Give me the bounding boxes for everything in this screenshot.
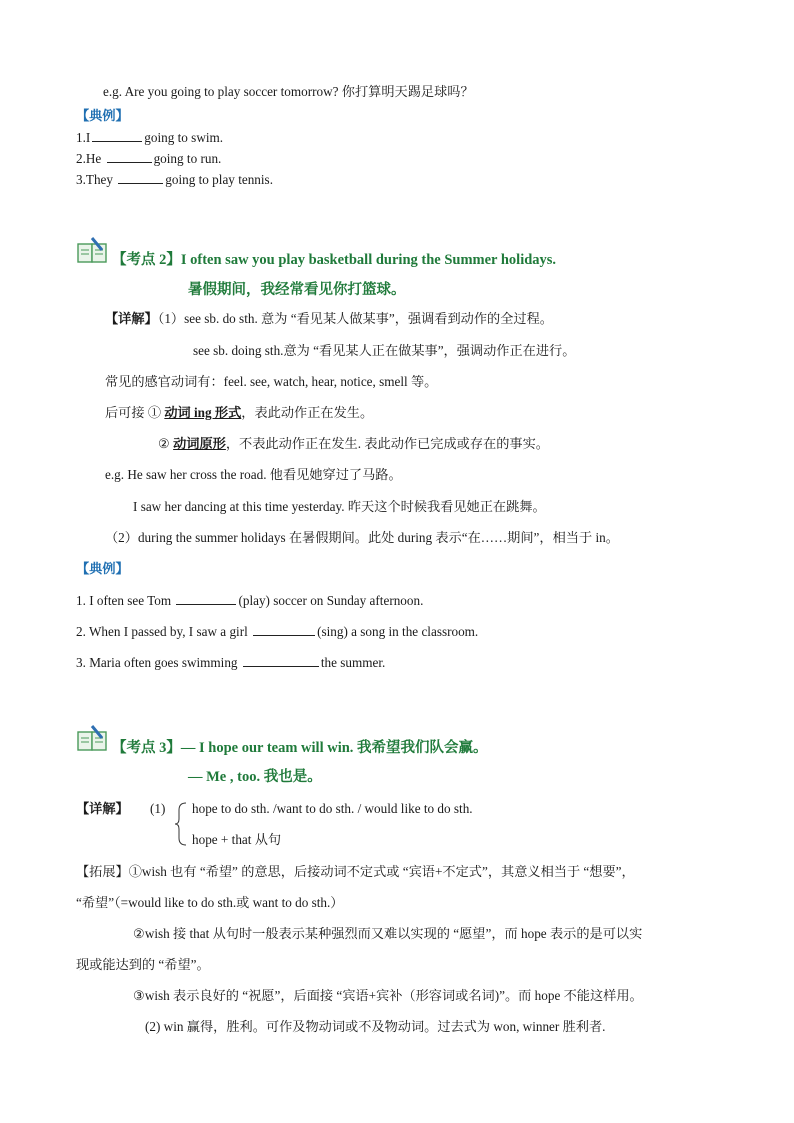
item-text: (sing) a song in the classroom.: [317, 624, 479, 639]
example-heading: 【典例】: [76, 561, 129, 576]
example-sentence: e.g. He saw her cross the road. 他看见她穿过了马路。: [105, 467, 402, 482]
item-text: going to play tennis.: [165, 172, 273, 187]
answer-blank[interactable]: [176, 592, 236, 605]
item-text: going to swim.: [144, 130, 224, 145]
book-pen-icon: [76, 236, 110, 266]
explanation-text: ，表此动作正在发生。: [241, 405, 374, 420]
exercise-item: [76, 171, 273, 189]
answer-blank[interactable]: [118, 171, 163, 184]
explanation-label: 【详解】: [76, 801, 129, 816]
exercise-item: [76, 654, 385, 672]
explanation-line: [105, 310, 553, 328]
explanation-line: [158, 435, 549, 453]
brace-option: hope to do sth. /want to do sth. / would like to do sth.: [192, 801, 473, 816]
explanation-number: (1): [150, 801, 166, 816]
item-text: 1. I often see Tom: [76, 593, 172, 608]
explanation-line: [105, 404, 373, 422]
explanation-label: 【详解】: [105, 311, 158, 326]
extension-line: (2) win 赢得，胜利。可作及物动词或不及物动词。过去式为 won, winner 胜利者.: [145, 1019, 606, 1034]
item-text: 2. When I passed by, I saw a girl: [76, 624, 248, 639]
answer-blank[interactable]: [243, 654, 319, 667]
answer-blank[interactable]: [107, 150, 152, 163]
explanation-text: ②: [158, 436, 174, 451]
item-text: (play) soccer on Sunday afternoon.: [238, 593, 424, 608]
explanation-text: ，不表此动作正在发生. 表此动作已完成或存在的事实。: [225, 436, 549, 451]
example-heading: 【典例】: [76, 108, 129, 123]
section-title: 【考点 2】I often saw you play basketball during the Summer holidays.: [112, 252, 557, 268]
item-text: going to run.: [153, 151, 222, 166]
item-text: 3. Maria often goes swimming: [76, 655, 238, 670]
extension-line: ②wish 接 that 从句时一般表示某种强烈而又难以实现的 “愿望”，而 hope 表示的是可以实: [133, 926, 643, 941]
section-title-response: — Me , too. 我也是。: [188, 769, 322, 785]
answer-blank[interactable]: [92, 129, 142, 142]
example-sentence: e.g. Are you going to play soccer tomorrow? 你打算明天踢足球吗？: [103, 84, 474, 99]
book-pen-icon: [76, 724, 110, 754]
answer-blank[interactable]: [253, 623, 315, 636]
item-text: 2.He: [76, 151, 102, 166]
extension-line: ③wish 表示良好的 “祝愿”，后面接 “宾语+宾补（形容词或名词)”。而 hope 不能这样用。: [133, 988, 643, 1003]
explanation-line: 常见的感官动词有：feel. see, watch, hear, notice, smell 等。: [105, 374, 438, 389]
key-term: 动词原形: [173, 436, 226, 451]
extension-line: 【拓展】①wish 也有 “希望” 的意思，后接动词不定式或 “宾语+不定式”，其意义相当于 “想要”，: [76, 864, 635, 879]
explanation-line: see sb. doing sth.意为 “看见某人正在做某事”，强调动作正在进行。: [193, 343, 576, 358]
extension-line: “希望”（=would like to do sth.或 want to do sth.）: [76, 895, 344, 910]
explanation-line: （2）during the summer holidays 在暑假期间。此处 during 表示“在……期间”，相当于 in。: [105, 530, 619, 545]
explanation-text: （1）see sb. do sth. 意为 “看见某人做某事”，强调看到动作的全过程。: [157, 311, 553, 326]
exercise-item: [76, 129, 223, 147]
extension-line: 现或能达到的 “希望”。: [76, 957, 210, 972]
exercise-item: [76, 592, 423, 610]
brace-icon: [174, 802, 188, 846]
section-title: 【考点 3】— I hope our team will win. 我希望我们队会赢。: [112, 740, 488, 756]
brace-option: hope + that 从句: [192, 832, 282, 847]
example-sentence: I saw her dancing at this time yesterday. 昨天这个时候我看见她正在跳舞。: [133, 499, 546, 514]
exercise-item: [76, 623, 478, 641]
section-title-translation: 暑假期间，我经常看见你打篮球。: [188, 282, 406, 298]
key-term: 动词 ing 形式: [164, 405, 242, 420]
explanation-text: 后可接 ①: [105, 405, 165, 420]
item-text: 3.They: [76, 172, 113, 187]
item-text: the summer.: [320, 655, 386, 670]
item-text: 1.I: [76, 130, 91, 145]
exercise-item: [76, 150, 221, 168]
